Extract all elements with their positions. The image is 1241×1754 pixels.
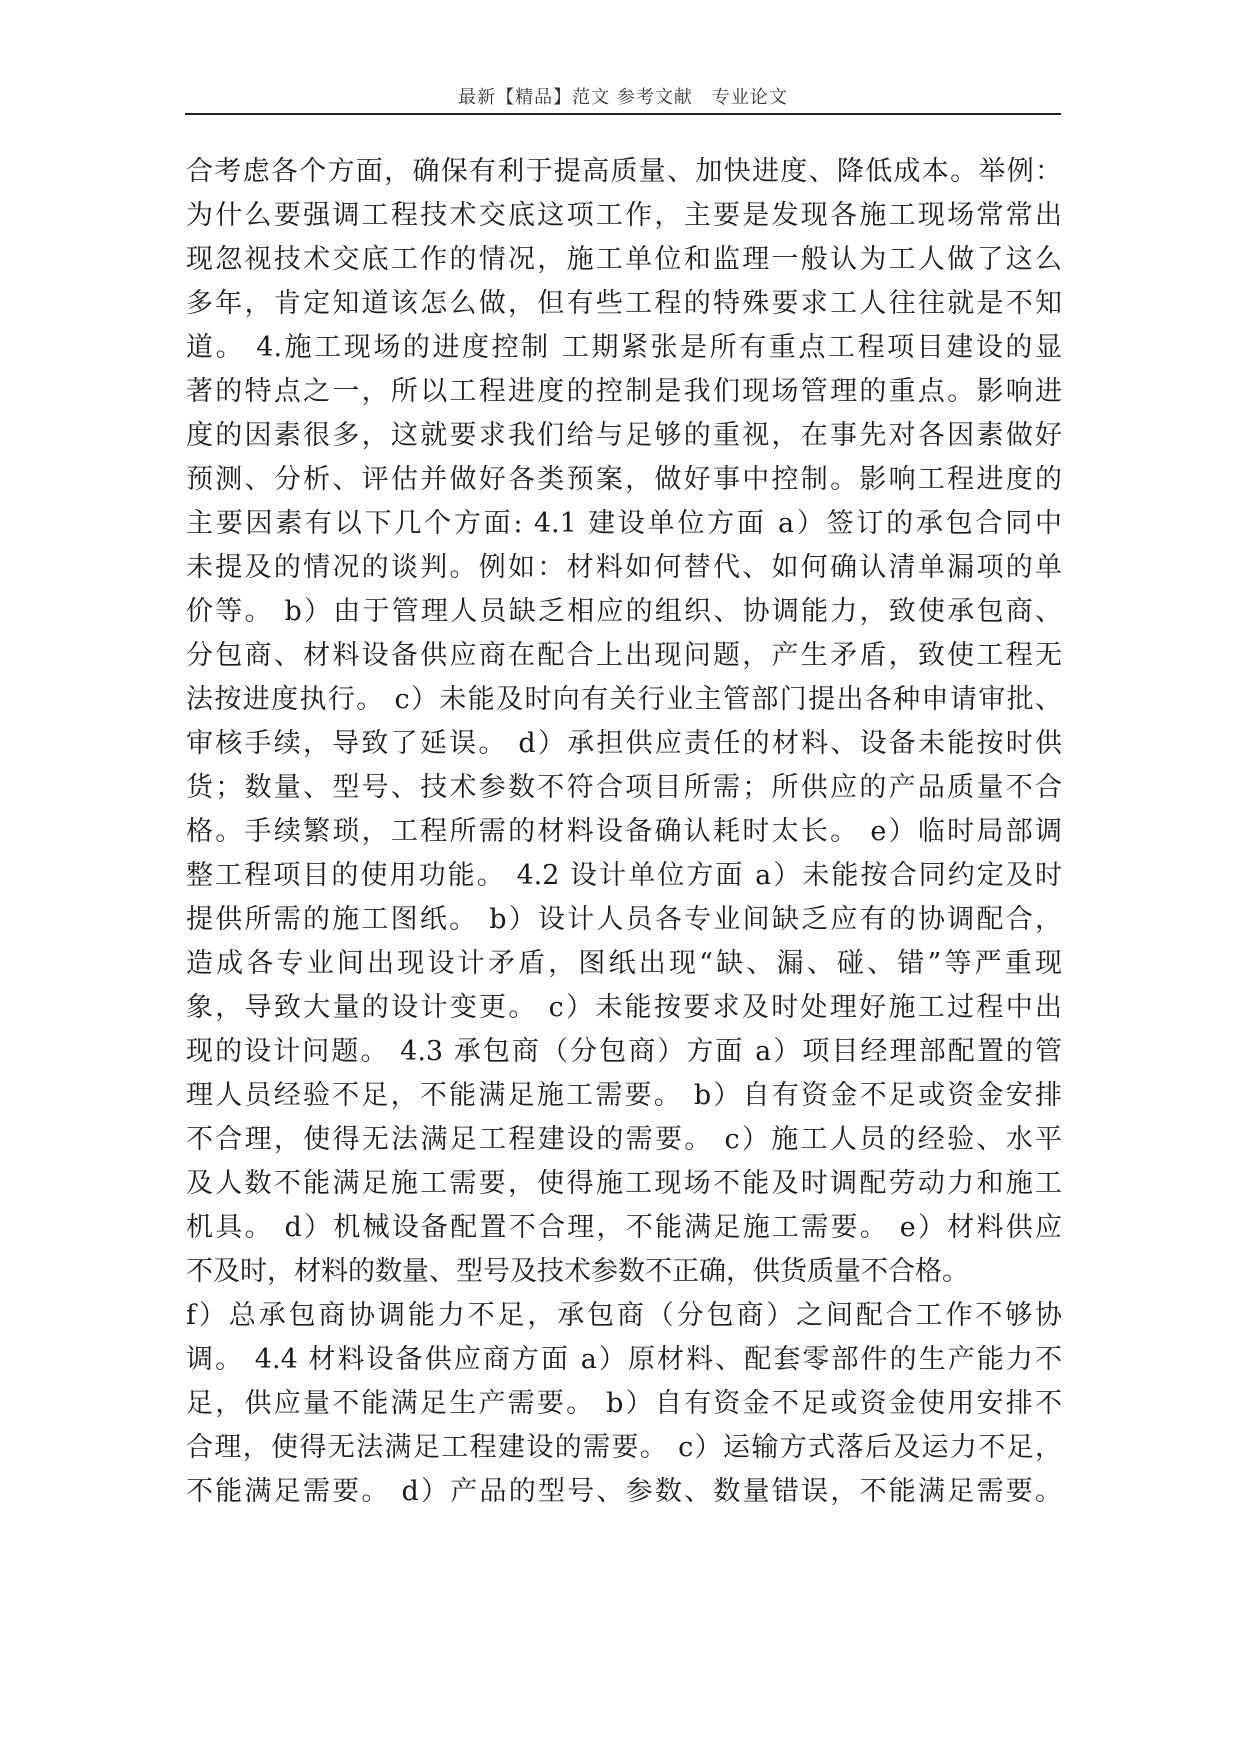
header-divider	[185, 113, 1061, 115]
text-line: 调。 4.4 材料设备供应商方面 a）原材料、配套零部件的生产能力不	[186, 1344, 1062, 1375]
text-line: 不合理，使得无法满足工程建设的需要。 c）施工人员的经验、水平	[186, 1124, 1062, 1155]
body-text	[186, 150, 1062, 1514]
text-line: 提供所需的施工图纸。 b）设计人员各专业间缺乏应有的协调配合，	[186, 904, 1062, 935]
text-line: 不及时，材料的数量、型号及技术参数不正确，供货质量不合格。	[186, 1256, 969, 1287]
text-line: 价等。 b）由于管理人员缺乏相应的组织、协调能力，致使承包商、	[186, 596, 1062, 627]
text-line: 未提及的情况的谈判。例如：材料如何替代、如何确认清单漏项的单	[186, 552, 1062, 583]
page-header: 最新【精品】范文 参考文献 专业论文	[458, 87, 788, 108]
text-line: 分包商、材料设备供应商在配合上出现问题，产生矛盾，致使工程无	[186, 640, 1062, 671]
text-line: 现的设计问题。 4.3 承包商（分包商）方面 a）项目经理部配置的管	[186, 1036, 1062, 1067]
text-line: 法按进度执行。 c）未能及时向有关行业主管部门提出各种申请审批、	[186, 684, 1062, 715]
text-line: f）总承包商协调能力不足，承包商（分包商）之间配合工作不够协	[186, 1300, 1062, 1331]
text-line: 著的特点之一，所以工程进度的控制是我们现场管理的重点。影响进	[186, 376, 1062, 407]
text-line: 多年，肯定知道该怎么做，但有些工程的特殊要求工人往往就是不知	[186, 288, 1062, 319]
text-line: 合考虑各个方面，确保有利于提高质量、加快进度、降低成本。举例：	[186, 156, 1062, 187]
text-line: 货；数量、型号、技术参数不符合项目所需；所供应的产品质量不合	[186, 772, 1062, 803]
text-line: 合理，使得无法满足工程建设的需要。 c）运输方式落后及运力不足，	[186, 1432, 1062, 1463]
text-line: 理人员经验不足，不能满足施工需要。 b）自有资金不足或资金安排	[186, 1080, 1062, 1111]
text-line: 格。手续繁琐，工程所需的材料设备确认耗时太长。 e）临时局部调	[186, 816, 1062, 847]
text-line: 度的因素很多，这就要求我们给与足够的重视，在事先对各因素做好	[186, 420, 1062, 451]
text-line: 机具。 d）机械设备配置不合理，不能满足施工需要。 e）材料供应	[186, 1212, 1062, 1243]
text-line: 主要因素有以下几个方面: 4.1 建设单位方面 a）签订的承包合同中	[186, 508, 1062, 539]
text-line: 道。 4.施工现场的进度控制 工期紧张是所有重点工程项目建设的显	[186, 332, 1062, 363]
text-line: 审核手续，导致了延误。 d）承担供应责任的材料、设备未能按时供	[186, 728, 1062, 759]
text-line: 预测、分析、评估并做好各类预案，做好事中控制。影响工程进度的	[186, 464, 1062, 495]
text-line: 足，供应量不能满足生产需要。 b）自有资金不足或资金使用安排不	[186, 1388, 1062, 1419]
text-line: 象，导致大量的设计变更。 c）未能按要求及时处理好施工过程中出	[186, 992, 1062, 1023]
text-line: 及人数不能满足施工需要，使得施工现场不能及时调配劳动力和施工	[186, 1168, 1062, 1199]
text-line: 造成各专业间出现设计矛盾，图纸出现“缺、漏、碰、错”等严重现	[186, 948, 1062, 979]
text-line: 整工程项目的使用功能。 4.2 设计单位方面 a）未能按合同约定及时	[186, 860, 1062, 891]
text-line: 不能满足需要。 d）产品的型号、参数、数量错误，不能满足需要。	[186, 1476, 1062, 1507]
text-line: 现忽视技术交底工作的情况，施工单位和监理一般认为工人做了这么	[186, 244, 1062, 275]
text-line: 为什么要强调工程技术交底这项工作，主要是发现各施工现场常常出	[186, 200, 1062, 231]
